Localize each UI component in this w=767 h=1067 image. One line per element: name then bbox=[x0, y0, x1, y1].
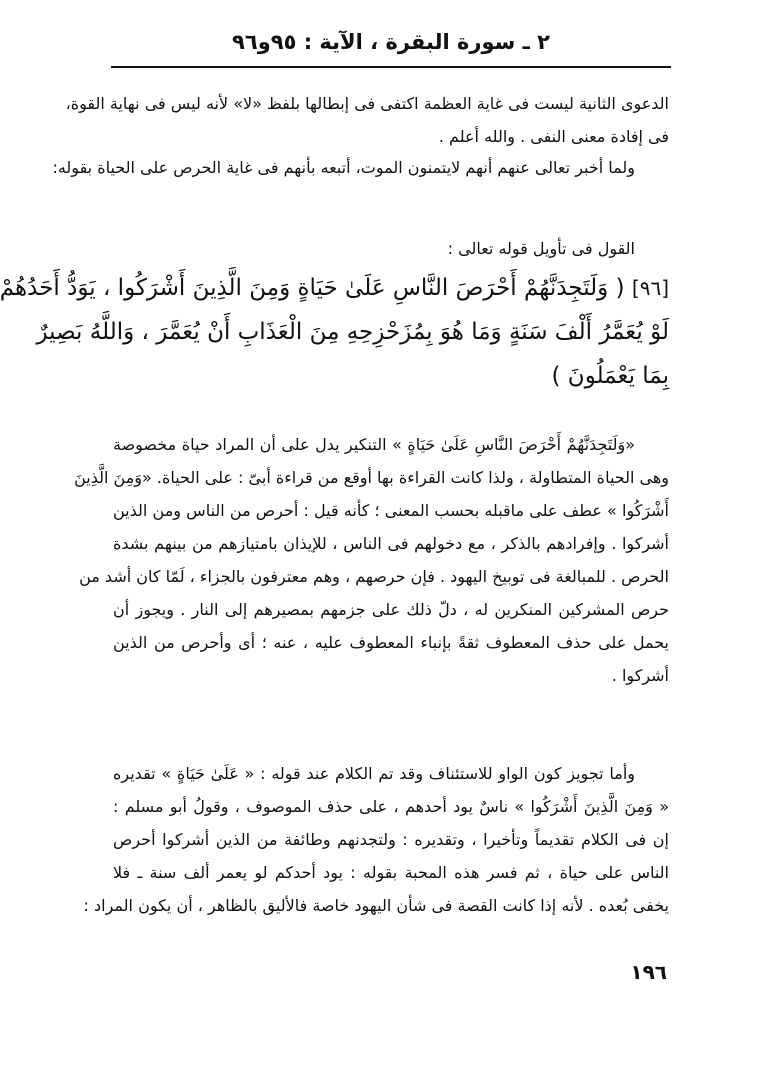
text-line: أَشْرَكُوا » عطف على ماقبله بحسب المعنى ؛ كأنه قيل : أحرص من الناس ومن الذين bbox=[113, 501, 669, 520]
text-line: حرص المشركين المنكرين له ، دلّ ذلك على جزمهم بمصيرهم إلى النار . ويجوز أن bbox=[113, 600, 669, 619]
text-line: وهى الحياة المتطاولة ، ولذا كانت القراءة بها أوقع من قراءة أبىّ : على الحياة. «وَمِنَ الَّذِينَ bbox=[74, 468, 669, 487]
verse-text: ( وَلَتَجِدَنَّهُمْ أَحْرَصَ النَّاسِ عَلَىٰ حَيَاةٍ وَمِنَ الَّذِينَ أَشْرَكُوا ، يَوَدُّ أَحَدُهُمْ bbox=[0, 275, 625, 301]
text-line: يخفى بُعده . لأنه إذا كانت القصة فى شأن اليهود خاصة فالأليق بالظاهر ، أن يكون المراد : bbox=[83, 896, 669, 915]
text-line: الحرص . للمبالغة فى توبيخ اليهود . فإن حرصهم ، وهم معترفون بالجزاء ، لَمّا كان أشد من bbox=[79, 567, 669, 586]
text-line: « وَمِنَ الَّذِينَ أَشْرَكُوا » ناسٌ يود أحدهم ، على حذف الموصوف ، وقولُ أبو مسلم : bbox=[113, 797, 669, 816]
text-line: وأما تجويز كون الواو للاستئناف وقد تم الكلام عند قوله : « عَلَىٰ حَيَاةٍ » تقديره bbox=[113, 764, 635, 783]
text-line: ولما أخبر تعالى عنهم أنهم لايتمنون الموت، أتبعه بأنهم فى غاية الحرص على الحياة بقوله: bbox=[52, 158, 635, 177]
text-line: الدعوى الثانية ليست فى غاية العظمة اكتفى فى إبطالها بلفظ «لا» لأنه ليس فى نهاية القوة، bbox=[65, 94, 669, 113]
verse-number: [٩٦] bbox=[631, 276, 669, 300]
text-line: إن فى الكلام تقديماً وتأخيرا ، وتقديره : ولتجدنهم وطائفة من الذين أشركوا أحرص bbox=[113, 830, 669, 849]
verse-line bbox=[0, 266, 669, 310]
text-line: الناس على حياة ، ثم فسر هذه المحبة بقوله : يود أحدكم لو يعمر ألف سنة ـ فلا bbox=[113, 863, 669, 882]
text-line: يحمل على حذف المعطوف ثقةً بإنباء المعطوف عليه ، عنه ؛ أى وأحرص من الذين bbox=[113, 633, 669, 652]
commentary-paragraph-2 bbox=[83, 757, 669, 922]
section-heading: القول فى تأويل قوله تعالى : bbox=[447, 239, 635, 258]
text-line: فى إفادة معنى النفى . والله أعلم . bbox=[438, 127, 669, 146]
intro-paragraph bbox=[52, 87, 669, 183]
text-line: أشركوا . bbox=[611, 666, 669, 685]
text-line: «وَلَتَجِدَنَّهُمْ أَحْرَصَ النَّاسِ عَلَىٰ حَيَاةٍ » التنكير يدل على أن المراد حياة مخصوصة bbox=[113, 435, 635, 454]
verse-line: لَوْ يُعَمَّرُ أَلْفَ سَنَةٍ وَمَا هُوَ بِمُزَحْزِحِهِ مِنَ الْعَذَابِ أَنْ يُعَمَّرَ ، وَاللَّهُ بَصِيرٌ bbox=[36, 319, 669, 345]
running-head: ٢ ـ سورة البقرة ، الآية : ٩٥و٩٦ bbox=[232, 30, 550, 54]
page-number: ١٩٦ bbox=[630, 960, 667, 984]
header-rule bbox=[111, 66, 671, 68]
commentary-paragraph-1 bbox=[74, 428, 669, 692]
verse-line: بِمَا يَعْمَلُونَ ) bbox=[551, 363, 669, 389]
quran-verse bbox=[0, 266, 669, 398]
text-line: أشركوا . وإفرادهم بالذكر ، مع دخولهم فى الناس ، للإيذان بامتيازهم من بينهم بشدة bbox=[113, 534, 669, 553]
